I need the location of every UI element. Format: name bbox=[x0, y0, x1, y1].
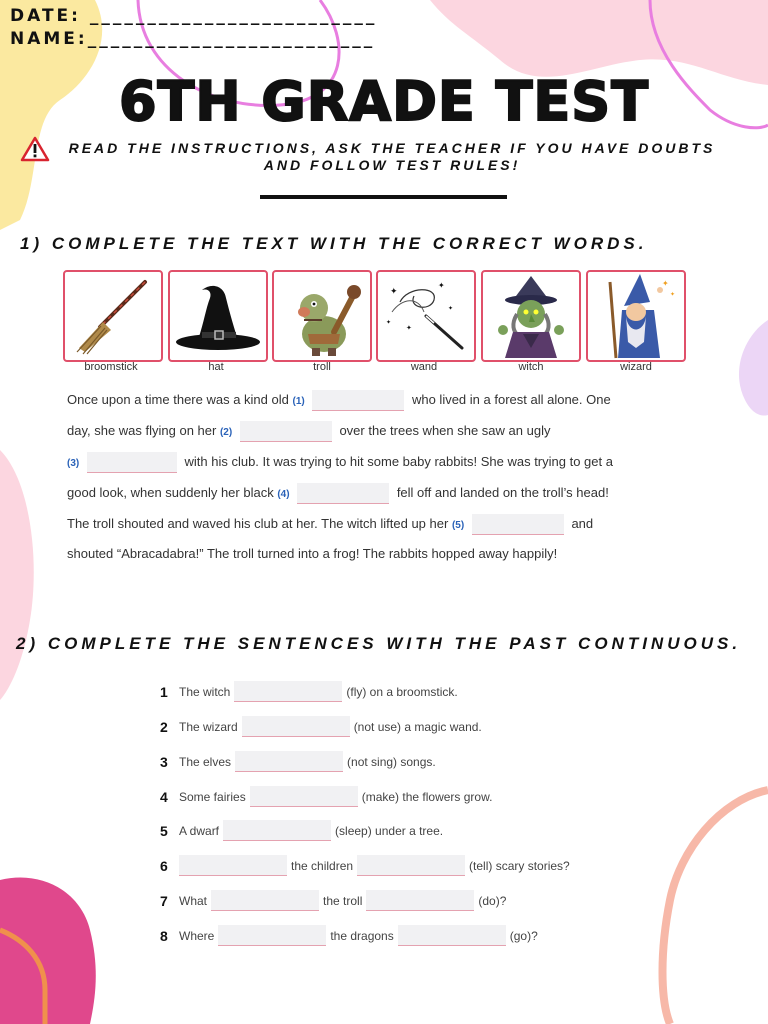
broomstick-card bbox=[63, 270, 163, 362]
sentence-number: 3 bbox=[160, 753, 168, 770]
story-text-segment: good look, when suddenly her black bbox=[67, 484, 274, 500]
story-text-segment: The troll shouted and waved his club at her. The witch lifted up her bbox=[67, 515, 449, 531]
story-text-segment: with his club. It was trying to hit some baby rabbits! She was trying to get a bbox=[184, 453, 613, 469]
story-blank-1[interactable] bbox=[312, 390, 404, 411]
story-text-segment: Once upon a time there was a kind old bbox=[67, 391, 289, 407]
sentence-text: Where bbox=[179, 928, 215, 943]
sentence-text: (not use) a magic wand. bbox=[353, 719, 482, 734]
sentence-number: 8 bbox=[160, 927, 168, 944]
sentence-text: the troll bbox=[323, 893, 363, 908]
story-line-2 bbox=[67, 421, 550, 442]
svg-text:✦: ✦ bbox=[662, 279, 669, 288]
story-line-4 bbox=[67, 483, 609, 504]
broomstick-icon bbox=[65, 272, 161, 360]
sentence-text: The wizard bbox=[179, 719, 238, 734]
troll-card bbox=[272, 270, 372, 362]
troll-icon bbox=[274, 272, 370, 360]
sentence-text: (make) the flowers grow. bbox=[361, 789, 493, 804]
story-text-segment: over the trees when she saw an ugly bbox=[339, 422, 551, 438]
hat-card bbox=[168, 270, 268, 362]
svg-text:✦: ✦ bbox=[406, 324, 412, 332]
story-line-3 bbox=[67, 452, 613, 473]
sentence-number: 4 bbox=[160, 788, 168, 805]
sentence-number: 1 bbox=[160, 683, 168, 700]
story-line-1 bbox=[67, 390, 611, 411]
instructions-line-1: READ THE INSTRUCTIONS, ASK THE TEACHER IF YOU HAVE DOUBTS bbox=[68, 140, 716, 156]
sentence-text: (fly) on a broomstick. bbox=[346, 684, 458, 699]
sentence-text: the dragons bbox=[330, 928, 394, 943]
witch-card bbox=[481, 270, 581, 362]
caption-wizard: wizard bbox=[620, 361, 652, 373]
sentence-8-blank-a[interactable] bbox=[218, 925, 326, 946]
sentence-2 bbox=[160, 716, 482, 737]
story-line-6: shouted “Abracadabra!” The troll turned into a frog! The rabbits hopped away happily! bbox=[67, 546, 558, 561]
story-blank-3[interactable] bbox=[87, 452, 177, 473]
witch-icon bbox=[483, 272, 579, 360]
sentence-1 bbox=[160, 681, 458, 702]
title-divider bbox=[260, 195, 507, 199]
sentence-7-blank-a[interactable] bbox=[211, 890, 319, 911]
sentence-text: (sleep) under a tree. bbox=[335, 823, 444, 838]
sentence-number: 2 bbox=[160, 718, 168, 735]
sentence-text: The elves bbox=[179, 754, 232, 769]
sentence-text: (go)? bbox=[509, 928, 538, 943]
caption-hat: hat bbox=[208, 361, 224, 373]
caption-troll: troll bbox=[313, 361, 331, 373]
sentence-text: (tell) scary stories? bbox=[469, 858, 570, 873]
blank-number-1: (1) bbox=[292, 395, 305, 407]
name-field-label: NAME:_________________________ bbox=[10, 29, 376, 49]
story-text-segment: who lived in a forest all alone. One bbox=[411, 391, 611, 407]
story-text-segment: and bbox=[571, 515, 594, 531]
sentence-8-blank-b[interactable] bbox=[398, 925, 506, 946]
page-title: 6TH GRADE TEST bbox=[118, 70, 650, 133]
story-blank-2[interactable] bbox=[240, 421, 332, 442]
sentence-8 bbox=[160, 925, 538, 946]
sentence-number: 6 bbox=[160, 857, 168, 874]
sentence-4 bbox=[160, 786, 492, 807]
instructions bbox=[52, 140, 732, 174]
svg-text:✦: ✦ bbox=[390, 287, 398, 297]
story-line-5 bbox=[67, 514, 593, 535]
blank-number-4: (4) bbox=[277, 488, 290, 500]
svg-text:✦: ✦ bbox=[448, 305, 454, 312]
sentence-text: A dwarf bbox=[179, 823, 220, 838]
blank-number-3: (3) bbox=[67, 457, 80, 469]
date-field-label: DATE: _________________________ bbox=[10, 6, 378, 26]
story-blank-4[interactable] bbox=[297, 483, 389, 504]
sentence-5-blank[interactable] bbox=[223, 820, 331, 841]
svg-text:✦: ✦ bbox=[670, 291, 676, 298]
sentence-number: 7 bbox=[160, 892, 168, 909]
wizard-card bbox=[586, 270, 686, 362]
instructions-line-2: AND FOLLOW TEST RULES! bbox=[263, 157, 521, 173]
story-text-segment: fell off and landed on the troll’s head! bbox=[396, 484, 609, 500]
magic-wand-icon bbox=[378, 272, 474, 360]
sentence-6-blank-b[interactable] bbox=[357, 855, 465, 876]
sentence-number: 5 bbox=[160, 822, 168, 839]
sentence-text: the children bbox=[291, 858, 354, 873]
sentence-6-blank-a[interactable] bbox=[179, 855, 287, 876]
warning-icon bbox=[20, 136, 50, 162]
sentence-text: (do)? bbox=[478, 893, 507, 908]
story-text-segment: day, she was flying on her bbox=[67, 422, 217, 438]
blank-number-5: (5) bbox=[451, 519, 465, 531]
sentence-text: What bbox=[179, 893, 208, 908]
sentence-4-blank[interactable] bbox=[250, 786, 358, 807]
sentence-3 bbox=[160, 751, 436, 772]
wizard-icon bbox=[588, 272, 684, 360]
sentence-text: (not sing) songs. bbox=[347, 754, 436, 769]
caption-broomstick: broomstick bbox=[84, 361, 138, 373]
story-blank-5[interactable] bbox=[472, 514, 564, 535]
witch-hat-icon bbox=[170, 272, 266, 360]
sentence-7-blank-b[interactable] bbox=[366, 890, 474, 911]
caption-witch: witch bbox=[518, 361, 544, 373]
svg-text:✦: ✦ bbox=[386, 319, 392, 326]
sentence-1-blank[interactable] bbox=[234, 681, 342, 702]
svg-text:✦: ✦ bbox=[438, 281, 445, 290]
sentence-text: Some fairies bbox=[179, 789, 246, 804]
blank-number-2: (2) bbox=[219, 426, 233, 438]
sentence-text: The witch bbox=[179, 684, 231, 699]
sentence-2-blank[interactable] bbox=[242, 716, 350, 737]
caption-wand: wand bbox=[410, 361, 438, 373]
wand-card bbox=[376, 270, 476, 362]
sentence-7 bbox=[160, 890, 506, 911]
section-1-heading: 1) COMPLETE THE TEXT WITH THE CORRECT WORDS. bbox=[20, 234, 648, 253]
sentence-3-blank[interactable] bbox=[235, 751, 343, 772]
sentence-6 bbox=[160, 855, 570, 876]
section-2-heading: 2) COMPLETE THE SENTENCES WITH THE PAST CONTINUOUS. bbox=[16, 634, 742, 653]
sentence-5 bbox=[160, 820, 443, 841]
